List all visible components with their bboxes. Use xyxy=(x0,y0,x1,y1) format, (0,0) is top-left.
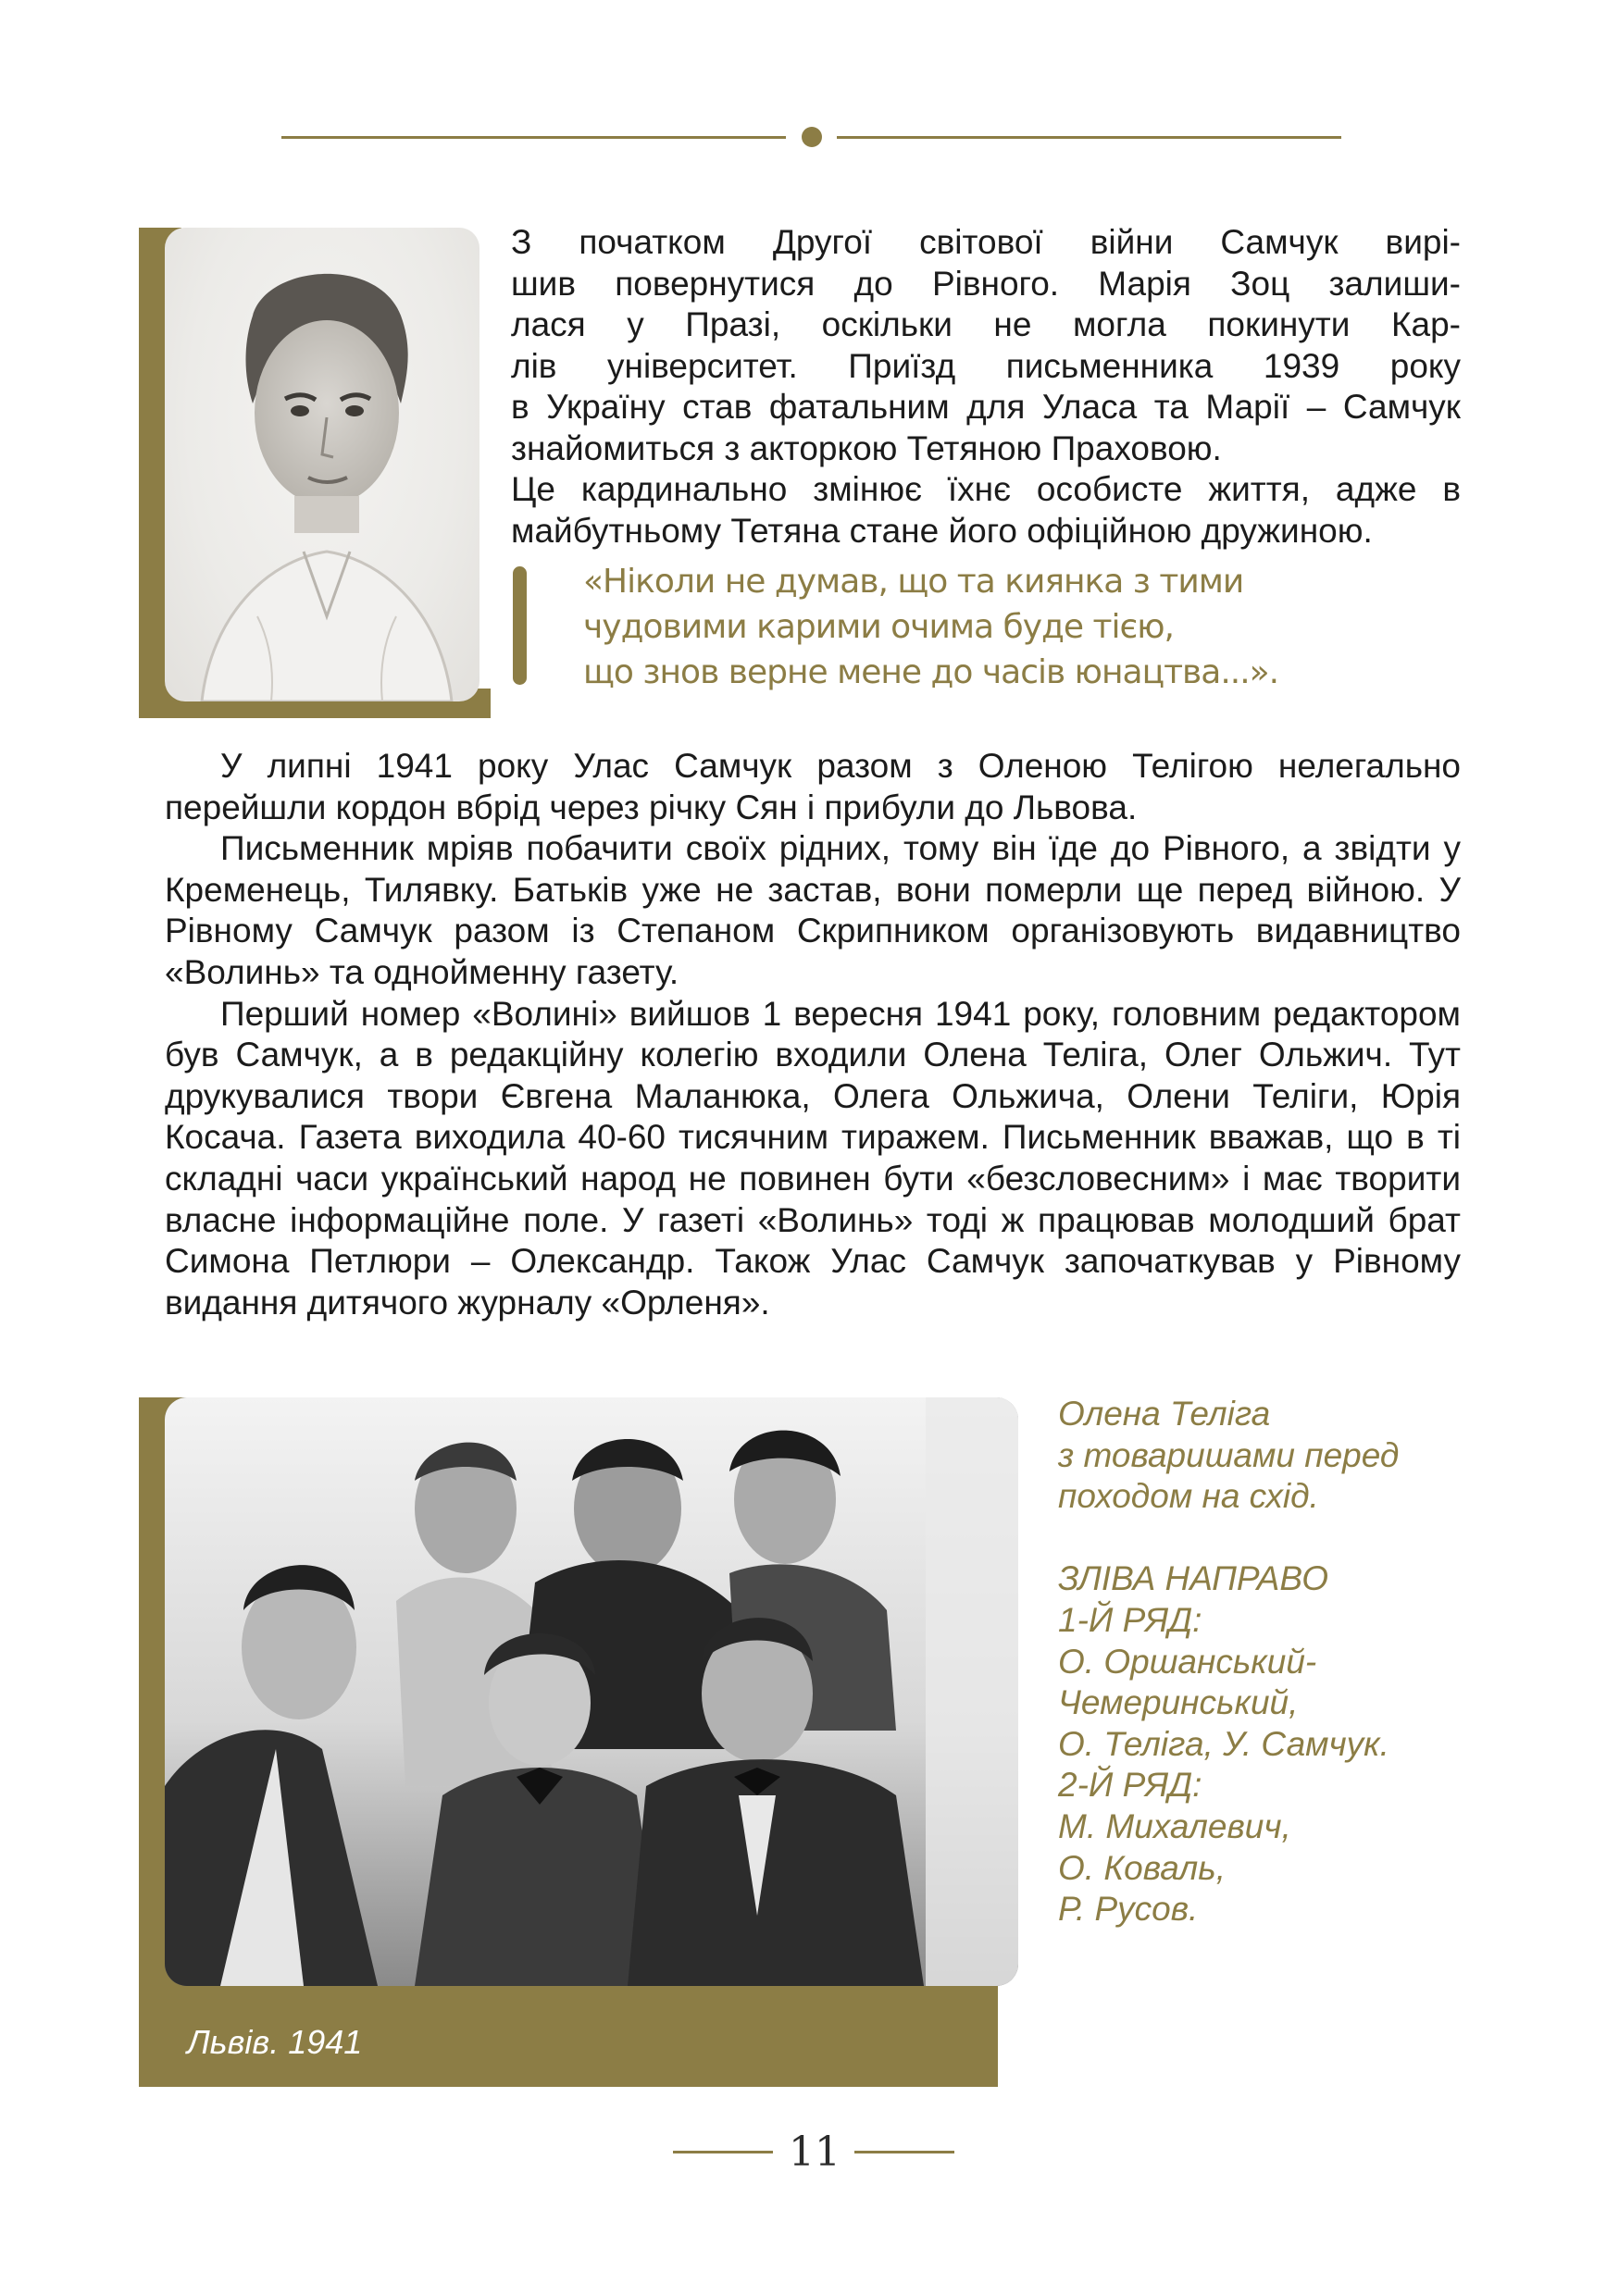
caption-line: з товаришами перед xyxy=(1058,1435,1400,1474)
caption-line: Р. Русов. xyxy=(1058,1890,1199,1929)
body-paragraph: Перший номер «Волині» вийшов 1 вересня 1941 року, головним редактором був Самчук, а в редакційну колегію входили Олена Теліга, Олег Ольжич. Тут друкувалися твори Євгена Маланюка, Олега Ольжича, Олени Теліги, Юрія Косача. Газета виходила 40-60 тисячним тиражем. Письменник вважав, що в ті складні часи український народ не повинен бути «безсловесним» і має творити власне інформаційне поле. У газеті «Волинь» тоді ж працював молодший брат Симона Петлюри – Олександр. Також Улас Самчук започаткував у Рівному видання дитячого журналу «Орленя». xyxy=(165,994,1461,1322)
body-paragraph: У липні 1941 року Улас Самчук разом з Оленою Телігою нелегально перейшли кордон вбрід через річку Сян і прибули до Львова. xyxy=(165,747,1461,826)
intro-line: Це кардинально змінює їхнє особисте життя, адже в xyxy=(511,470,1461,508)
quote-line: «Ніколи не думав, що та киянка з тими xyxy=(583,563,1244,601)
quote-line: що знов верне мене до часів юнацтва...». xyxy=(583,653,1279,691)
intro-line: лів університет. Приїзд письменника 1939 року xyxy=(511,346,1461,385)
quote-bar xyxy=(513,566,527,685)
caption-line: Чемеринський, xyxy=(1058,1683,1299,1722)
quote-line: чудовими карими очима буде тією, xyxy=(583,608,1174,646)
intro-line: лася у Празі, оскільки не могла покинути Кар- xyxy=(511,305,1461,343)
caption-line: ЗЛІВА НАПРАВО xyxy=(1058,1559,1329,1598)
caption-line: походом на схід. xyxy=(1058,1477,1319,1516)
quote xyxy=(583,559,1416,695)
caption-gap xyxy=(1058,1518,1456,1559)
intro-line: З початком Другої світової війни Самчук вирі- xyxy=(511,223,1461,261)
ornament-line-right xyxy=(837,136,1341,139)
intro-text xyxy=(511,222,1461,552)
caption-line: 2-Й РЯД: xyxy=(1058,1766,1202,1805)
intro-line: шив повернутися до Рівного. Марія Зоц залиши- xyxy=(511,264,1461,303)
ornament-dot xyxy=(802,127,822,147)
side-caption xyxy=(1058,1394,1456,1930)
top-ornament xyxy=(281,124,1341,150)
caption-line: О. Оршанський- xyxy=(1058,1642,1317,1681)
ornament-line-left xyxy=(281,136,786,139)
caption-line: О. Коваль, xyxy=(1058,1848,1226,1887)
caption-line: Олена Теліга xyxy=(1058,1395,1271,1433)
page-number: 11 xyxy=(789,2128,841,2176)
caption-line: О. Теліга, У. Самчук. xyxy=(1058,1724,1389,1763)
photo-caption: Львів. 1941 xyxy=(187,2023,363,2061)
group-photo xyxy=(165,1397,1018,1986)
intro-line: знайомиться з акторкою Тетяною Праховою. xyxy=(511,428,1222,467)
intro-line: в Україну став фатальним для Уласа та Марії – Самчук xyxy=(511,388,1461,426)
body-paragraph: Письменник мріяв побачити своїх рідних, тому він їде до Рівного, а звідти у Кременець, Тилявку. Батьків уже не застав, вони померли ще перед війною. У Рівному Самчук разом із Степаном Скрипником організовують видавництво «Волинь» та однойменну газету. xyxy=(165,829,1461,991)
caption-line: 1-Й РЯД: xyxy=(1058,1600,1202,1639)
portrait-photo xyxy=(165,228,479,701)
body-text xyxy=(165,746,1461,1323)
page-number-rule-left xyxy=(673,2151,773,2153)
caption-line: М. Михалевич, xyxy=(1058,1806,1291,1845)
page-number-rule-right xyxy=(854,2151,954,2153)
intro-line: майбутньому Тетяна стане його офіційною дружиною. xyxy=(511,511,1373,550)
